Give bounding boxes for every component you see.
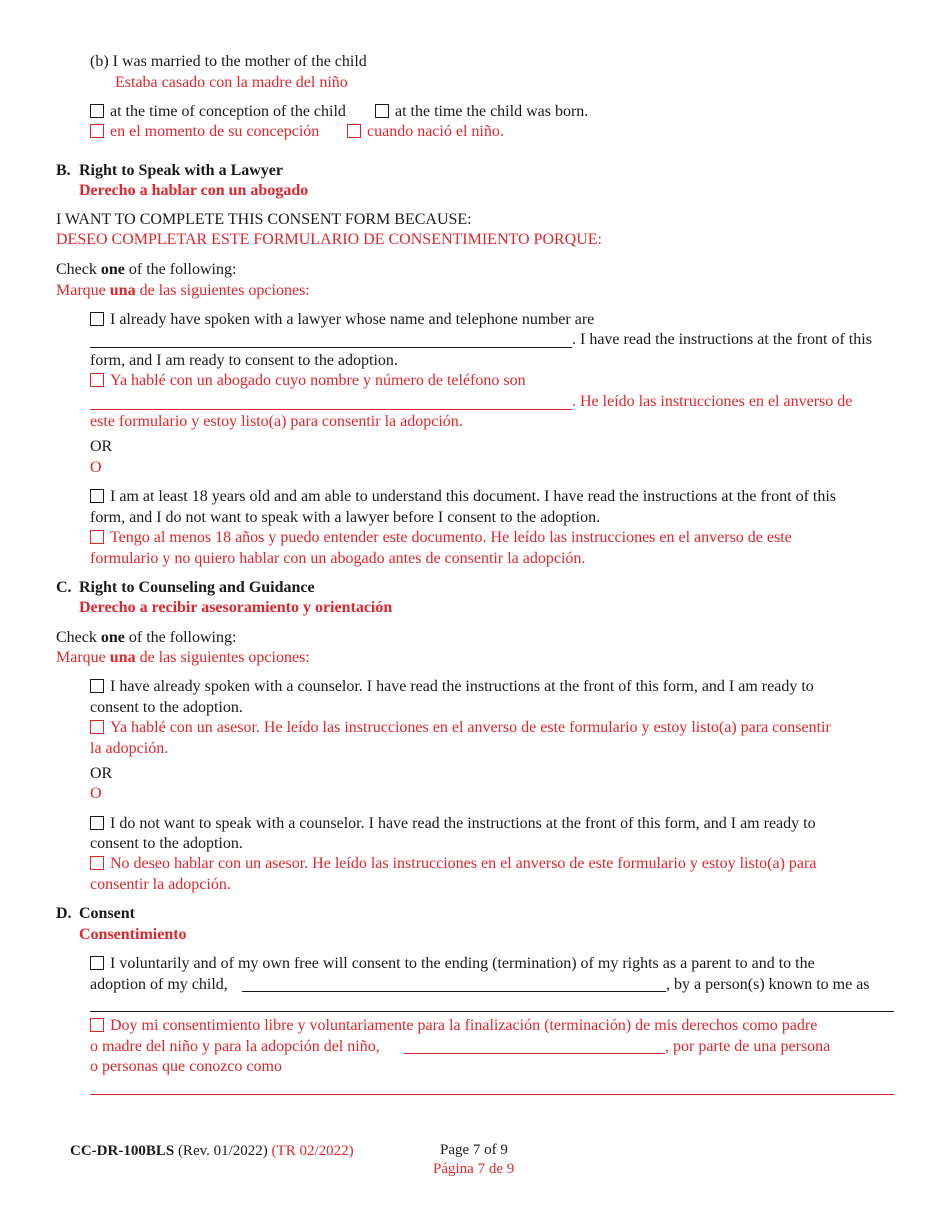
check-text: Check bbox=[56, 629, 101, 646]
check-text-end-es: de las siguientes opciones: bbox=[135, 649, 310, 666]
check-text-end: of the following: bbox=[124, 629, 237, 646]
no-counselor-option bbox=[90, 814, 816, 834]
check-bold: one bbox=[100, 261, 125, 278]
counselor-spoken-checkbox[interactable] bbox=[90, 679, 104, 693]
section-d-letter: D. bbox=[56, 905, 72, 922]
born-option bbox=[375, 102, 588, 122]
consent-known-as-es: o personas que conozco como bbox=[90, 1058, 282, 1075]
check-text-es: Marque bbox=[56, 649, 110, 666]
section-b-letter: B. bbox=[56, 162, 71, 179]
adopter-name-blank[interactable] bbox=[90, 1011, 894, 1012]
section-b-check-one bbox=[56, 260, 236, 280]
lawyer-spoken-cont: . I have read the instructions at the front of this bbox=[572, 331, 872, 348]
form-id: CC-DR-100BLS bbox=[70, 1143, 175, 1159]
section-d-heading-es: Consentimiento bbox=[79, 926, 187, 943]
lawyer-spoken-option-es bbox=[90, 371, 526, 391]
no-counselor-cont: consent to the adoption. bbox=[90, 835, 243, 852]
check-text: Check bbox=[56, 261, 101, 278]
no-counselor-option-es bbox=[90, 854, 816, 874]
consent-adoption-text-es: o madre del niño y para la adopción del niño, bbox=[90, 1038, 380, 1055]
section-b-intro-es: DESEO COMPLETAR ESTE FORMULARIO DE CONSENTIMIENTO PORQUE: bbox=[56, 231, 602, 248]
born-label: at the time the child was born. bbox=[395, 103, 589, 120]
child-name-blank[interactable] bbox=[242, 991, 666, 992]
section-b-heading: Right to Speak with a Lawyer bbox=[79, 162, 284, 179]
no-lawyer-label-es: Tengo al menos 18 años y puedo entender este documento. He leído las instrucciones en el anverso de este bbox=[110, 529, 792, 546]
or-label-es: O bbox=[90, 459, 102, 476]
consent-checkbox-es[interactable] bbox=[90, 1018, 104, 1032]
no-lawyer-option bbox=[90, 487, 836, 507]
marriage-line: (b) I was married to the mother of the child bbox=[90, 53, 367, 70]
counselor-spoken-option bbox=[90, 677, 814, 697]
section-d-heading: Consent bbox=[79, 905, 136, 922]
counselor-spoken-label-es: Ya hablé con un asesor. He leído las instrucciones en el anverso de este formulario y estoy listo(a) para consentir bbox=[110, 719, 831, 736]
consent-adoption-text: adoption of my child, bbox=[90, 976, 228, 993]
or-label-c-es: O bbox=[90, 785, 102, 802]
no-lawyer-option-es bbox=[90, 528, 792, 548]
born-checkbox[interactable] bbox=[375, 104, 389, 118]
no-lawyer-checkbox-es[interactable] bbox=[90, 530, 104, 544]
section-b-heading-es: Derecho a hablar con un abogado bbox=[79, 182, 309, 199]
consent-person-es: , por parte de una persona bbox=[665, 1038, 831, 1055]
lawyer-spoken-checkbox-es[interactable] bbox=[90, 373, 104, 387]
page-number-es: Página 7 de 9 bbox=[433, 1161, 515, 1177]
lawyer-spoken-cont-es: . He leído las instrucciones en el anverso de bbox=[572, 393, 853, 410]
section-b-check-one-es bbox=[56, 281, 310, 301]
section-c-check-one-es bbox=[56, 648, 310, 668]
child-name-blank-es[interactable] bbox=[404, 1053, 665, 1054]
counselor-spoken-cont-es: la adopción. bbox=[90, 740, 169, 757]
counselor-spoken-cont: consent to the adoption. bbox=[90, 699, 243, 716]
section-b-intro: I WANT TO COMPLETE THIS CONSENT FORM BECAUSE: bbox=[56, 211, 472, 228]
counselor-spoken-checkbox-es[interactable] bbox=[90, 720, 104, 734]
section-c-heading: Right to Counseling and Guidance bbox=[79, 579, 315, 596]
adopter-name-blank-es[interactable] bbox=[90, 1094, 894, 1095]
lawyer-spoken-checkbox[interactable] bbox=[90, 312, 104, 326]
check-bold-es: una bbox=[109, 282, 136, 299]
lawyer-spoken-cont2-es: este formulario y estoy listo(a) para consentir la adopción. bbox=[90, 413, 463, 430]
section-c-letter: C. bbox=[56, 579, 72, 596]
no-counselor-checkbox-es[interactable] bbox=[90, 856, 104, 870]
born-option-es bbox=[347, 122, 504, 142]
check-text-es: Marque bbox=[56, 282, 110, 299]
conception-checkbox-es[interactable] bbox=[90, 124, 104, 138]
no-lawyer-checkbox[interactable] bbox=[90, 489, 104, 503]
conception-option bbox=[90, 102, 346, 122]
or-label-c: OR bbox=[90, 765, 113, 782]
consent-option-es bbox=[90, 1016, 817, 1036]
lawyer-name-phone-blank-es[interactable] bbox=[90, 409, 572, 410]
born-checkbox-es[interactable] bbox=[347, 124, 361, 138]
conception-checkbox[interactable] bbox=[90, 104, 104, 118]
check-bold-es: una bbox=[109, 649, 136, 666]
consent-option bbox=[90, 954, 815, 974]
lawyer-spoken-cont2: form, and I am ready to consent to the adoption. bbox=[90, 352, 398, 369]
lawyer-spoken-option bbox=[90, 310, 594, 330]
no-counselor-label: I do not want to speak with a counselor. I have read the instructions at the front of this form, and I am ready to bbox=[110, 815, 816, 832]
conception-option-es bbox=[90, 122, 319, 142]
lawyer-spoken-label: I already have spoken with a lawyer whose name and telephone number are bbox=[110, 311, 595, 328]
born-label-es: cuando nació el niño. bbox=[367, 123, 504, 140]
form-id-footer bbox=[70, 1141, 354, 1161]
form-revision: (Rev. 01/2022) bbox=[174, 1143, 268, 1159]
lawyer-name-phone-blank[interactable] bbox=[90, 347, 572, 348]
consent-label-es: Doy mi consentimiento libre y voluntariamente para la finalización (terminación) de mis derechos como padre bbox=[110, 1017, 818, 1034]
section-c-check-one bbox=[56, 628, 236, 648]
counselor-spoken-label: I have already spoken with a counselor. I have read the instructions at the front of this form, and I am ready to bbox=[110, 678, 814, 695]
no-lawyer-cont: form, and I do not want to speak with a lawyer before I consent to the adoption. bbox=[90, 509, 601, 526]
form-translation-rev: (TR 02/2022) bbox=[267, 1143, 354, 1159]
consent-known-as: , by a person(s) known to me as bbox=[666, 976, 870, 993]
no-lawyer-cont-es: formulario y no quiero hablar con un abogado antes de consentir la adopción. bbox=[90, 550, 586, 567]
check-text-end-es: de las siguientes opciones: bbox=[135, 282, 310, 299]
page-number: Page 7 of 9 bbox=[440, 1142, 508, 1158]
no-counselor-checkbox[interactable] bbox=[90, 816, 104, 830]
section-c-heading-es: Derecho a recibir asesoramiento y orientación bbox=[79, 599, 393, 616]
conception-label: at the time of conception of the child bbox=[110, 103, 346, 120]
counselor-spoken-option-es bbox=[90, 718, 831, 738]
conception-label-es: en el momento de su concepción bbox=[110, 123, 320, 140]
check-text-end: of the following: bbox=[124, 261, 237, 278]
no-lawyer-label: I am at least 18 years old and am able to understand this document. I have read the instructions at the front of this bbox=[110, 488, 837, 505]
marriage-line-es: Estaba casado con la madre del niño bbox=[115, 74, 348, 91]
check-bold: one bbox=[100, 629, 125, 646]
no-counselor-cont-es: consentir la adopción. bbox=[90, 876, 231, 893]
no-counselor-label-es: No deseo hablar con un asesor. He leído las instrucciones en el anverso de este formulario y estoy listo(a) para bbox=[110, 855, 817, 872]
lawyer-spoken-label-es: Ya hablé con un abogado cuyo nombre y número de teléfono son bbox=[110, 372, 526, 389]
consent-label: I voluntarily and of my own free will consent to the ending (termination) of my rights as a parent to and to the bbox=[110, 955, 815, 972]
consent-checkbox[interactable] bbox=[90, 956, 104, 970]
or-label: OR bbox=[90, 438, 113, 455]
